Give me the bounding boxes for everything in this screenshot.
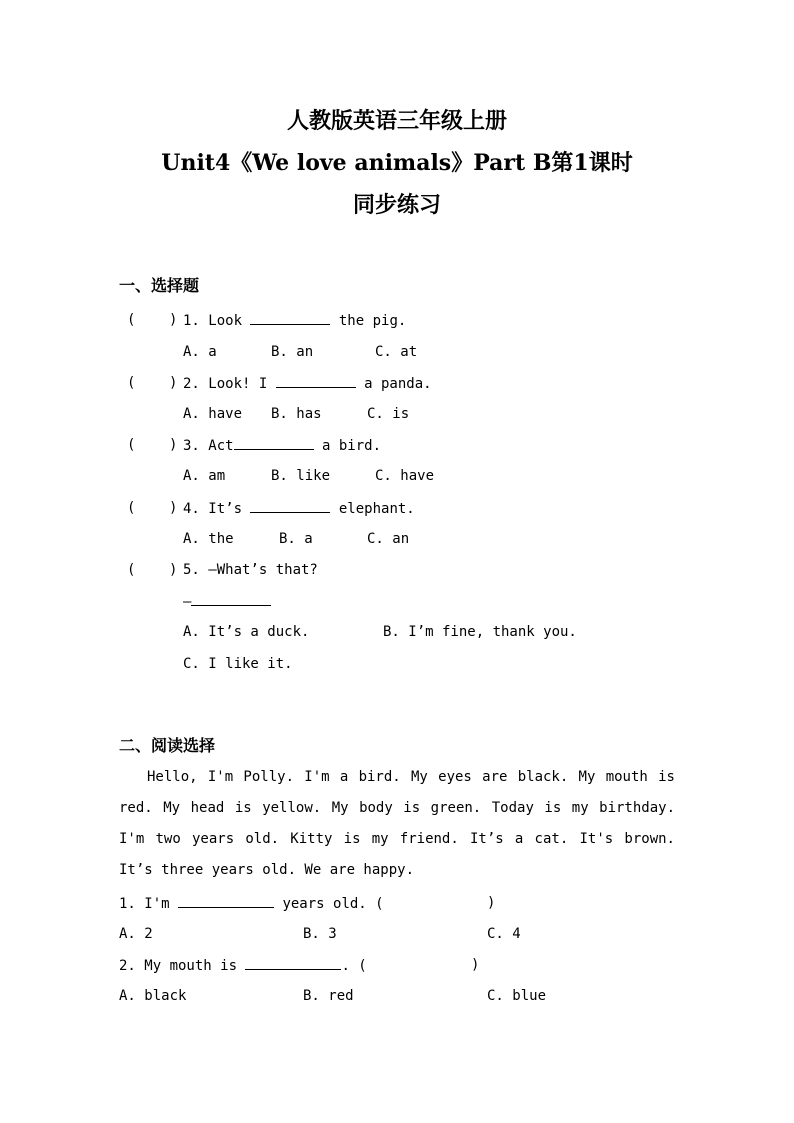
reading-question-1-stem: 1. I'm — [119, 896, 179, 912]
title-line-2: Unit4《We love animals》Part B第1课时 — [161, 150, 633, 176]
response-dash: — — [183, 594, 192, 610]
reading-question-2 — [119, 957, 367, 974]
q2-option-b: B. has — [271, 406, 322, 422]
section-title-reading: 二、阅读选择 — [119, 736, 216, 755]
answer-paren-open: ( — [127, 312, 136, 328]
question-4 — [183, 500, 415, 517]
answer-blank — [276, 375, 356, 388]
q5-option-a: A. It’s a duck. — [183, 624, 310, 640]
answer-paren-close: ) — [169, 562, 178, 578]
rq1-option-b: B. 3 — [303, 926, 337, 942]
rq1-option-c: C. 4 — [487, 926, 521, 942]
question-2-stem: 2. Look! I — [183, 376, 276, 392]
section-title-choice: 一、选择题 — [119, 276, 200, 295]
question-3-stem-end: a bird. — [313, 438, 382, 454]
q3-option-b: B. like — [271, 468, 331, 484]
question-5: 5. —What’s that? — [183, 562, 318, 578]
q4-option-c: C. an — [367, 531, 410, 547]
q2-option-a: A. have — [183, 406, 243, 422]
question-2-stem-end: a panda. — [355, 376, 432, 392]
question-2 — [183, 375, 432, 392]
question-4-stem: 4. It’s — [183, 501, 251, 517]
q1-option-b: B. an — [271, 344, 314, 360]
answer-paren-close: ) — [169, 312, 178, 328]
rq2-option-c: C. blue — [487, 988, 547, 1004]
q5-option-b: B. I’m fine, thank you. — [383, 624, 577, 640]
q3-option-a: A. am — [183, 468, 226, 484]
question-3-stem: 3. Act — [183, 438, 234, 454]
question-1 — [183, 312, 406, 329]
answer-paren-close: ) — [169, 375, 178, 391]
title-line-3: 同步练习 — [352, 192, 441, 218]
q4-option-b: B. a — [279, 531, 313, 547]
q3-option-c: C. have — [375, 468, 435, 484]
reading-question-2-stem-end: . ( — [341, 958, 367, 974]
answer-paren-close: ) — [169, 500, 178, 516]
q1-option-c: C. at — [375, 344, 418, 360]
reading-question-2-stem: 2. My mouth is — [119, 958, 246, 974]
answer-paren-open: ( — [127, 562, 136, 578]
q4-option-a: A. the — [183, 531, 234, 547]
question-1-stem: 1. Look — [183, 313, 251, 329]
rq2-option-a: A. black — [119, 988, 187, 1004]
answer-paren-close: ) — [169, 437, 178, 453]
answer-paren-close: ) — [487, 895, 496, 911]
answer-blank — [234, 437, 314, 450]
answer-paren-close: ) — [471, 957, 480, 973]
answer-paren-open: ( — [127, 500, 136, 516]
answer-blank — [178, 895, 274, 908]
question-4-stem-end: elephant. — [330, 501, 415, 517]
rq1-option-a: A. 2 — [119, 926, 153, 942]
reading-question-1-stem-end: years old. ( — [274, 896, 384, 912]
answer-blank — [191, 593, 271, 606]
question-3 — [183, 437, 381, 454]
q2-option-c: C. is — [367, 406, 410, 422]
answer-blank — [250, 500, 330, 513]
question-1-stem-end: the pig. — [330, 313, 407, 329]
answer-paren-open: ( — [127, 437, 136, 453]
rq2-option-b: B. red — [303, 988, 354, 1004]
answer-blank — [250, 312, 330, 325]
answer-paren-open: ( — [127, 375, 136, 391]
q1-option-a: A. a — [183, 344, 217, 360]
title-line-1: 人教版英语三年级上册 — [286, 108, 507, 134]
answer-blank — [245, 957, 341, 970]
reading-passage: Hello, I'm Polly. I'm a bird. My eyes are black. My mouth is red. My head is yellow. My body is green. Today is my birthday. I'm two years old. Kitty is my friend. It’s a cat. It's brown. It’s three years old. We are happy. — [119, 769, 675, 878]
q5-option-c: C. I like it. — [183, 656, 293, 672]
question-5-response — [183, 593, 271, 610]
reading-question-1 — [119, 895, 384, 912]
